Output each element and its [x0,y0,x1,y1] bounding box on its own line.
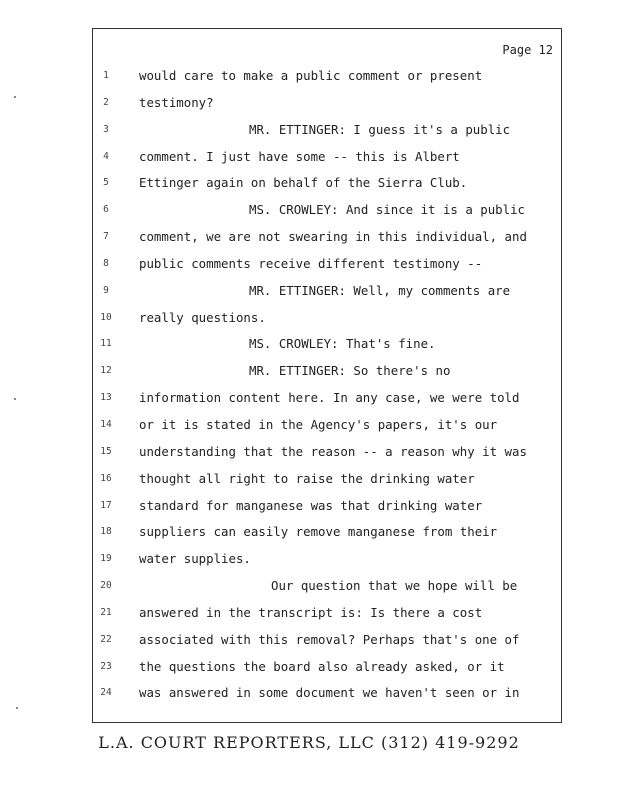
line-text: Our question that we hope will be [271,578,518,594]
line-number: 22 [100,633,112,645]
line-number: 13 [100,392,112,404]
line-number: 11 [100,338,112,350]
transcript-line [93,305,561,332]
line-text: really questions. [139,309,266,325]
line-number: 17 [100,499,112,511]
line-number: 21 [100,606,112,618]
line-text: understanding that the reason -- a reason why it was [139,443,527,459]
line-number: 20 [100,580,112,592]
line-number: 23 [100,660,112,672]
line-number: 12 [100,365,112,377]
transcript-line [93,385,561,412]
transcript-line [93,358,561,385]
transcript-lines [93,63,561,707]
line-text: the questions the board also already asked, or it [139,658,505,674]
scan-speck [16,707,18,709]
line-number: 14 [100,418,112,430]
line-text: comment. I just have some -- this is Albert [139,148,460,164]
line-text: standard for manganese was that drinking water [139,497,483,513]
transcript-line [93,412,561,439]
line-number: 19 [100,553,112,565]
line-number: 3 [103,123,109,135]
transcript-page [92,28,562,723]
line-text: Ettinger again on behalf of the Sierra Club. [139,175,468,191]
line-number: 24 [100,687,112,699]
transcript-line [93,627,561,654]
line-text: thought all right to raise the drinking water [139,470,475,486]
transcript-line [93,170,561,197]
line-number: 2 [103,96,109,108]
transcript-line [93,224,561,251]
line-number: 1 [103,70,109,81]
transcript-line [93,573,561,600]
scan-speck [14,96,16,98]
line-number: 10 [100,311,112,323]
line-number: 5 [103,177,109,189]
line-text: MR. ETTINGER: I guess it's a public [249,121,511,137]
line-text: associated with this removal? Perhaps that's one of [139,631,520,647]
transcript-line [93,117,561,144]
transcript-line [93,90,561,117]
transcript-line [93,331,561,358]
line-text: or it is stated in the Agency's papers, it's our [139,416,498,432]
transcript-line [93,63,561,90]
line-number: 7 [103,231,109,243]
line-text: public comments receive different testimony -- [139,255,483,271]
transcript-line [93,466,561,493]
transcript-line [93,439,561,466]
line-number: 6 [103,204,109,216]
transcript-line [93,680,561,707]
transcript-line [93,493,561,520]
transcript-line [93,600,561,627]
line-text: answered in the transcript is: Is there a cost [139,604,483,620]
line-number: 4 [103,150,109,162]
line-number: 15 [100,445,112,457]
line-number: 8 [103,257,109,269]
line-text: MS. CROWLEY: That's fine. [249,336,436,352]
line-text: was answered in some document we haven't seen or in [139,685,520,701]
line-text: testimony? [139,94,214,110]
page-number: Page 12 [502,43,553,57]
line-number: 18 [100,526,112,538]
line-number: 16 [100,472,112,484]
line-text: information content here. In any case, we were told [139,390,520,406]
line-text: comment, we are not swearing in this individual, and [139,229,527,245]
transcript-line [93,278,561,305]
transcript-line [93,251,561,278]
transcript-line [93,144,561,171]
line-text: MR. ETTINGER: Well, my comments are [249,282,511,298]
line-text: MR. ETTINGER: So there's no [249,363,451,379]
line-text: suppliers can easily remove manganese from their [139,524,498,540]
transcript-line [93,519,561,546]
line-text: MS. CROWLEY: And since it is a public [249,202,526,218]
line-text: would care to make a public comment or present [139,68,483,83]
transcript-line [93,197,561,224]
line-text: water supplies. [139,551,251,567]
line-number: 9 [103,284,109,296]
transcript-line [93,546,561,573]
transcript-line [93,654,561,681]
scan-speck [14,398,16,400]
footer-court-reporter: L.A. COURT REPORTERS, LLC (312) 419-9292 [98,733,520,752]
